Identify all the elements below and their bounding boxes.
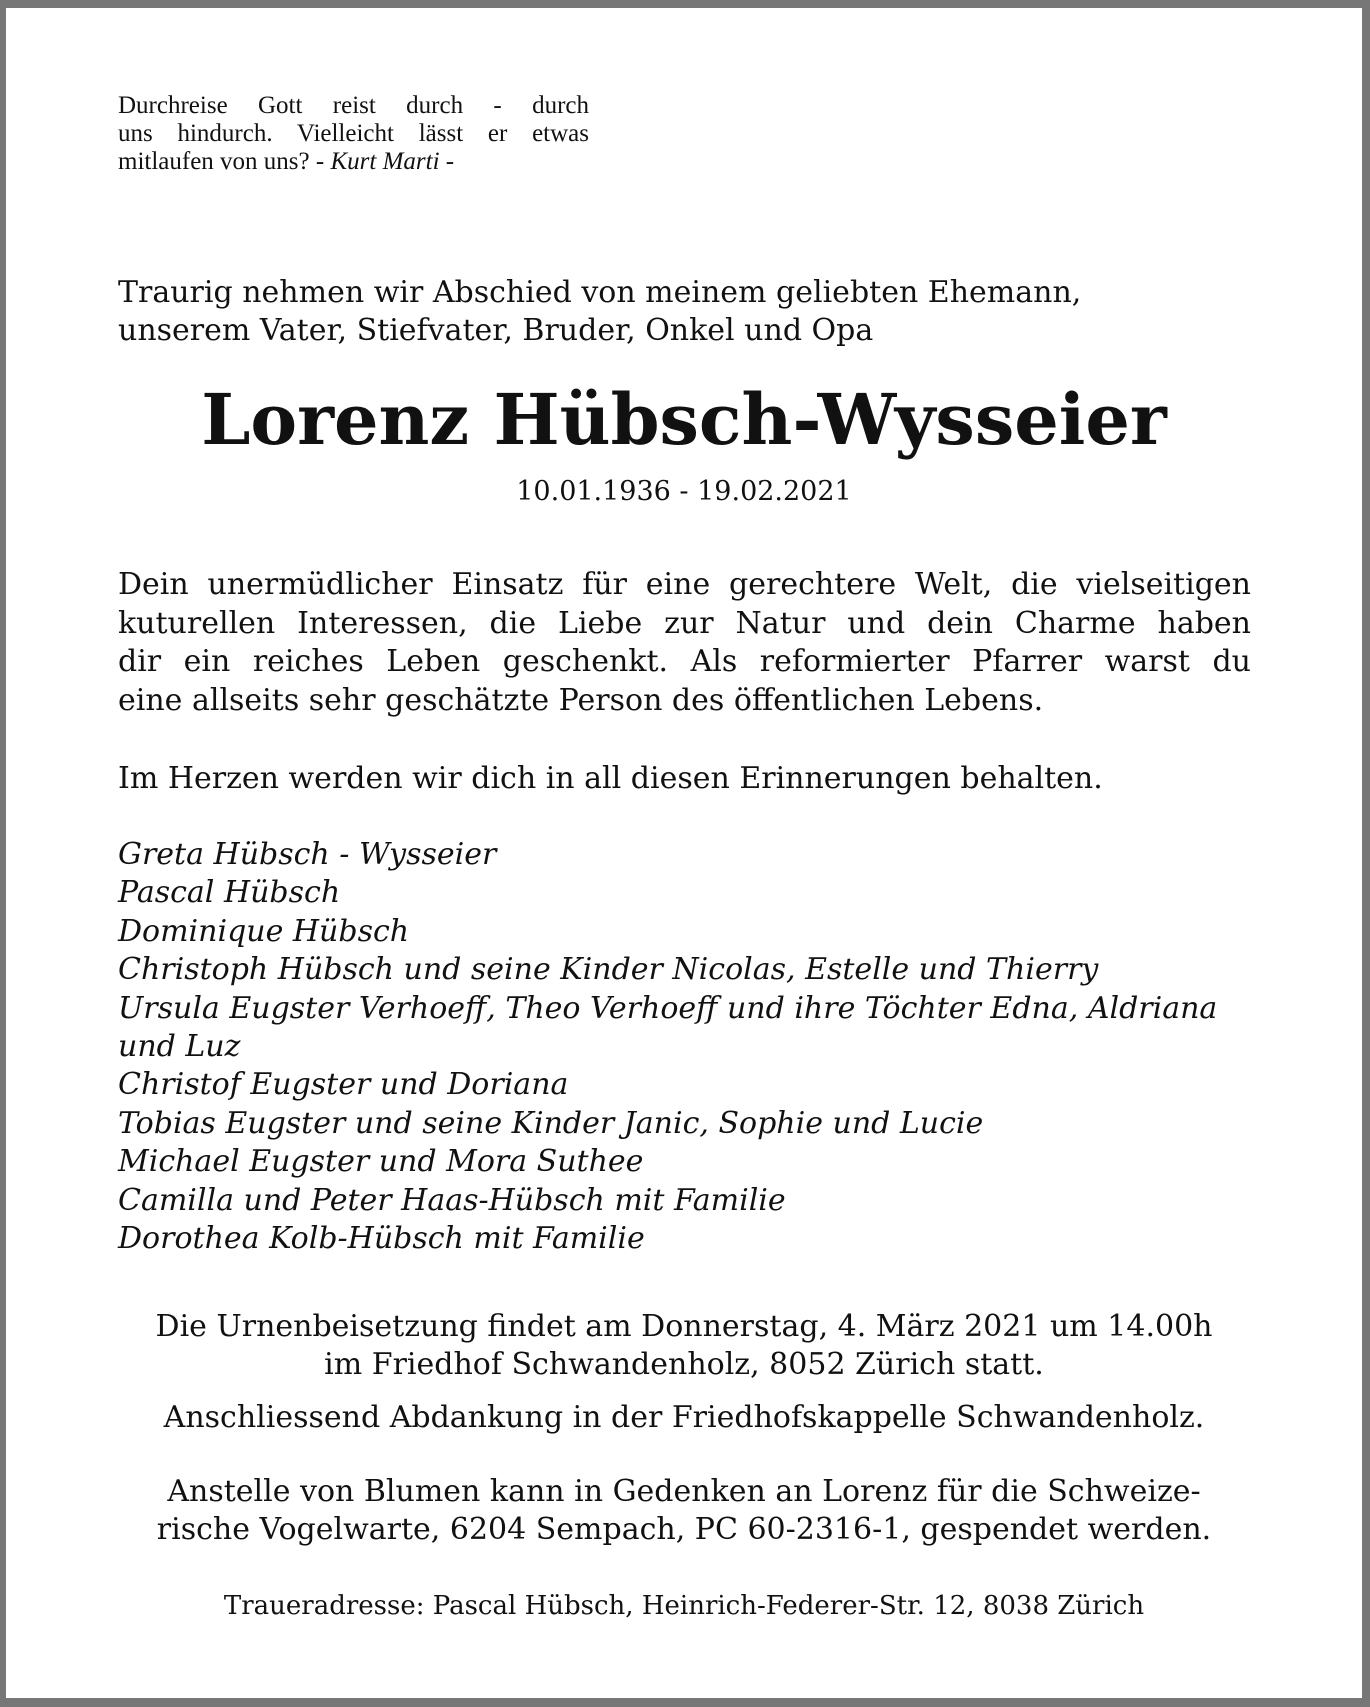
donation-info: [6, 1473, 1362, 1549]
donation-line: Anstelle von Blumen kann in Gedenken an Lorenz für die Schweize-: [167, 1474, 1201, 1509]
paragraph-line: dir ein reiches Leben geschenkt. Als reformierter Pfarrer warst du: [118, 644, 1251, 680]
family-member: Christoph Hübsch und seine Kinder Nicolas, Estelle und Thierry: [118, 952, 1099, 988]
intro-text: [118, 274, 1081, 350]
family-member: Ursula Eugster Verhoeff, Theo Verhoeff und ihre Töchter Edna, Aldriana: [118, 990, 1218, 1026]
paragraph-line: eine allseits sehr geschätzte Person des öffentlichen Lebens.: [118, 682, 1044, 718]
heart-line: Im Herzen werden wir dich in all diesen Erinnerungen behalten.: [118, 761, 1103, 796]
mourning-address: Traueradresse: Pascal Hübsch, Heinrich-Federer-Str. 12, 8038 Zürich: [223, 1591, 1145, 1621]
epigraph-quote: [118, 92, 589, 176]
family-member: und Luz: [118, 1029, 241, 1065]
quote-line: uns hindurch. Vielleicht lässt er etwas: [118, 120, 589, 147]
family-member: Christof Eugster und Doriana: [118, 1067, 569, 1103]
burial-line: im Friedhof Schwandenholz, 8052 Zürich statt.: [324, 1347, 1044, 1382]
quote-line: mitlaufen von uns?: [118, 148, 310, 175]
family-member: Pascal Hübsch: [118, 875, 341, 911]
burial-line: Die Urnenbeisetzung findet am Donnerstag, 4. März 2021 um 14.00h: [155, 1309, 1213, 1344]
family-member: Camilla und Peter Haas-Hübsch mit Familie: [118, 1182, 786, 1218]
obituary-page: [6, 8, 1362, 1698]
quote-author: - Kurt Marti -: [315, 148, 455, 175]
family-member: Michael Eugster und Mora Suthee: [118, 1144, 644, 1180]
quote-line: Durchreise Gott reist durch - durch: [118, 92, 589, 119]
deceased-name: Lorenz Hübsch-Wysseier: [201, 378, 1167, 461]
family-member: Dorothea Kolb-Hübsch mit Familie: [118, 1221, 645, 1257]
paragraph-line: kuturellen Interessen, die Liebe zur Natur und dein Charme haben: [118, 605, 1251, 641]
life-dates: 10.01.1936 - 19.02.2021: [516, 476, 852, 507]
paragraph-line: Dein unermüdlicher Einsatz für eine gerechtere Welt, die vielseitigen: [118, 567, 1251, 602]
family-list: [118, 836, 1217, 1258]
service-info: Anschliessend Abdankung in der Friedhofskappelle Schwandenholz.: [163, 1400, 1205, 1435]
donation-line: rische Vogelwarte, 6204 Sempach, PC 60-2316-1, gespendet werden.: [156, 1512, 1212, 1547]
family-member: Greta Hübsch - Wysseier: [118, 837, 497, 872]
tribute-paragraph: [118, 566, 1251, 720]
quote-line-last: [118, 148, 589, 176]
intro-line: unserem Vater, Stiefvater, Bruder, Onkel und Opa: [118, 313, 874, 348]
family-member: Dominique Hübsch: [118, 913, 410, 949]
intro-line: Traurig nehmen wir Abschied von meinem geliebten Ehemann,: [118, 275, 1082, 310]
burial-info: [6, 1308, 1362, 1384]
family-member: Tobias Eugster und seine Kinder Janic, Sophie und Lucie: [118, 1105, 984, 1141]
